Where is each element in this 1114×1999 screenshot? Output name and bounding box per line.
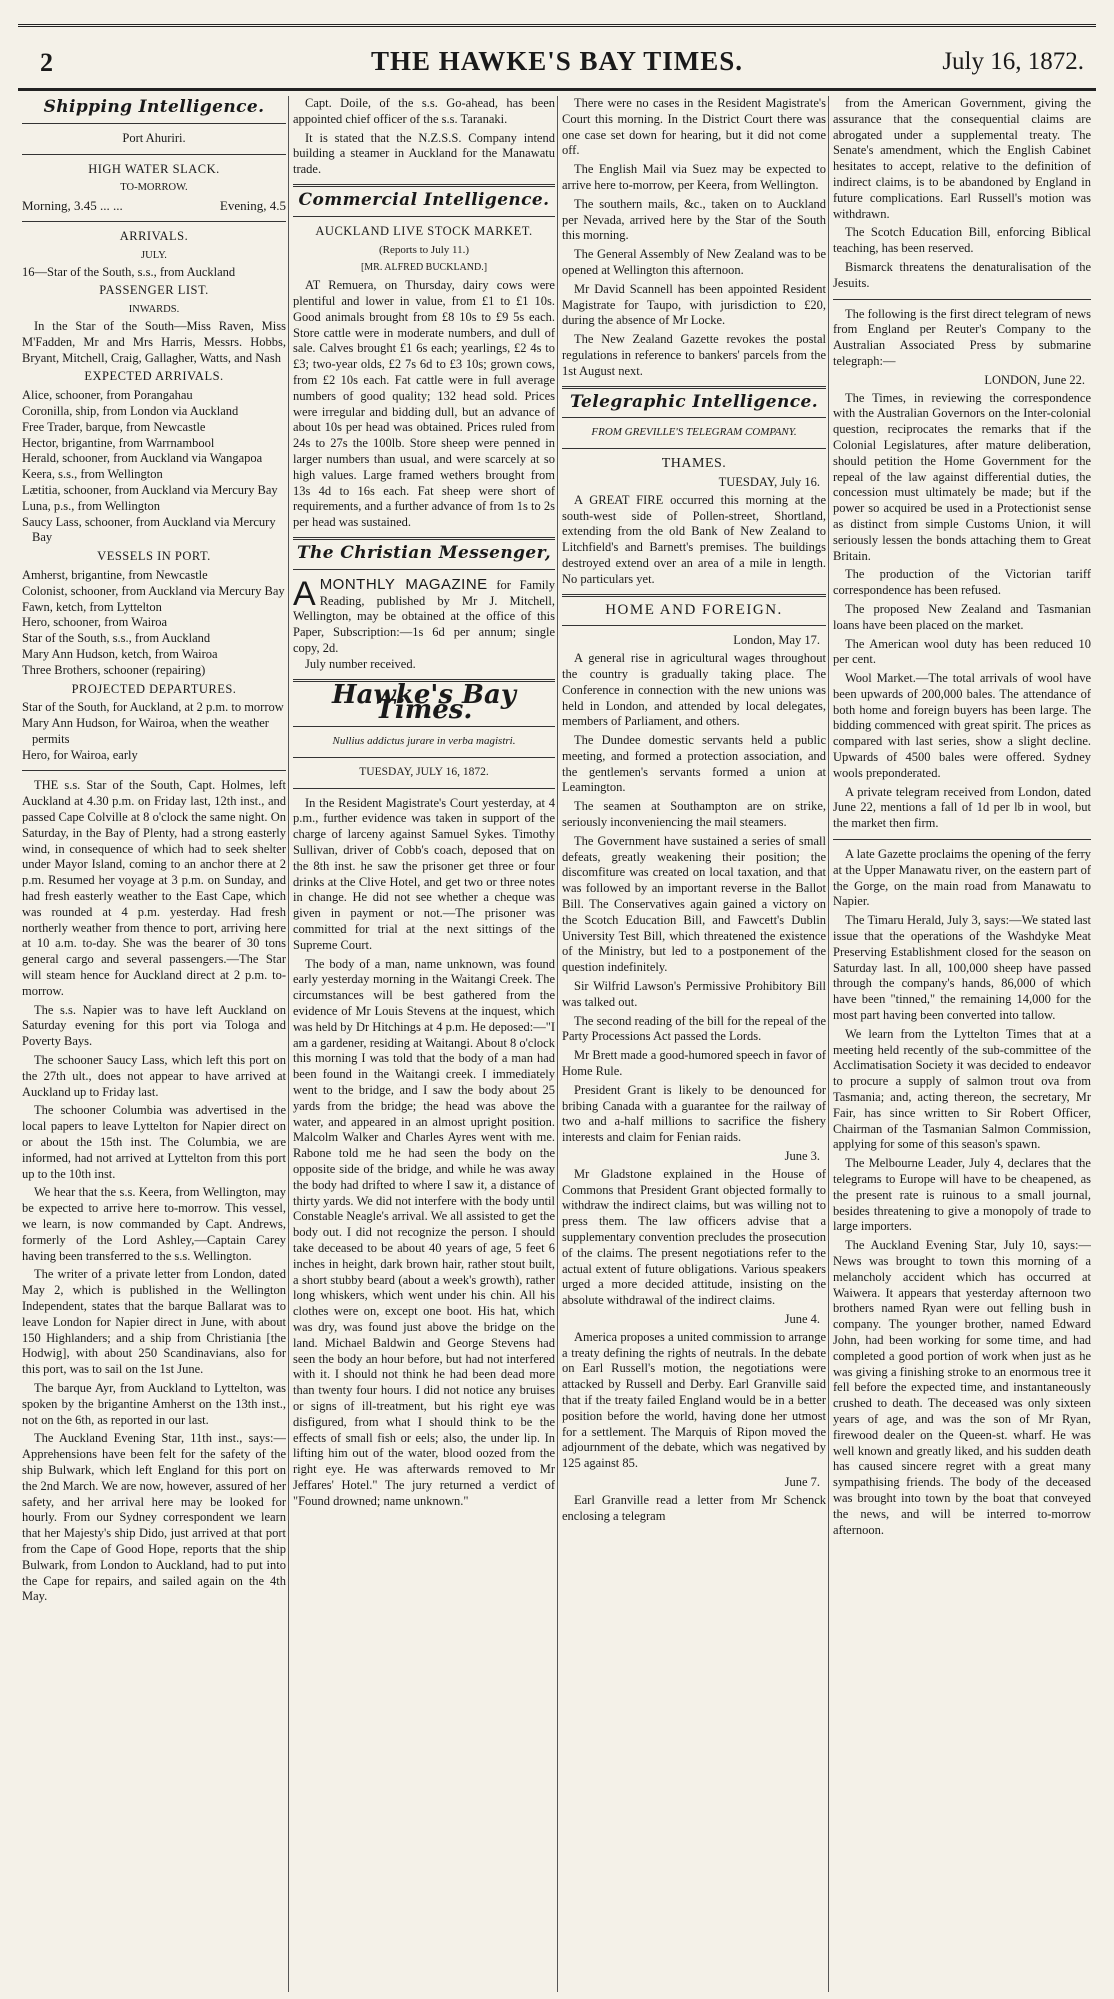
divider (22, 770, 286, 771)
paragraph: The production of the Victorian tariff correspondence has been refused. (833, 567, 1091, 598)
messenger-heading: The Christian Messenger, (296, 542, 552, 563)
list-item: Hero, for Wairoa, early (22, 747, 138, 762)
may-paragraphs (562, 651, 826, 1146)
list-item: Keera, s.s., from Wellington (22, 467, 163, 482)
paragraph: It is stated that the N.Z.S.S. Company intend building a steamer in Auckland for the Manawatu trade. (293, 130, 555, 177)
telegraphic-heading: Telegraphic Intelligence. (569, 391, 819, 412)
list-item: Star of the South, s.s., from Auckland (22, 631, 211, 646)
tide-times (22, 198, 286, 214)
inwards-label: INWARDS. (128, 304, 180, 316)
paragraph: Earl Granville read a letter from Mr Schenck enclosing a telegram (562, 1492, 826, 1523)
departures-heading: PROJECTED DEPARTURES. (71, 681, 237, 696)
tomorrow-label: TO-MORROW. (120, 182, 188, 194)
divider (562, 625, 826, 626)
paragraph: Mr David Scannell has been appointed Resident Magistrate for Taupo, with jurisdiction to £20, during the absence of Mr Locke. (562, 281, 826, 328)
london-date: London, May 17. (733, 633, 820, 648)
list-item: 16—Star of the South, s.s., from Auckland (22, 264, 236, 279)
arrivals-heading: ARRIVALS. (119, 228, 189, 243)
list-item: Saucy Lass, schooner, from Auckland via Mercury Bay (22, 514, 276, 545)
paragraph: The Auckland Evening Star, 11th inst., says:—Apprehensions have been felt for the safety of the ship Bulwark, which left England for this port on the 2nd March. We are now, however, assured of her safety, and her arrival here may be looked for hourly. From our Sydney correspondent we learn that her Majesty's ship Dido, just arrived at that port from the Cape of Good Hope, reports that the ship Bulwark, from London to Auckland, had to put into the Cape for repairs, and sailed again on the 4th May. (22, 1431, 286, 1604)
market-author: [MR. ALFRED BUCKLAND.] (360, 262, 488, 274)
vessels-list (22, 568, 286, 679)
paragraph: The schooner Columbia was advertised in the local papers to leave Lyttelton for Napier direct on or about the 15th inst. The Columbia, we are informed, had not arrived at Lyttelton from this port up to the 10th inst. (22, 1103, 286, 1181)
list-item: Mary Ann Hudson, for Wairoa, when the weather permits (22, 716, 269, 746)
issue-date: July 16, 1872. (942, 48, 1084, 75)
divider (293, 569, 555, 570)
arrivals-month: JULY. (141, 249, 167, 261)
list-item: Herald, schooner, from Auckland via Wangapoa (22, 451, 263, 466)
market-heading: AUCKLAND LIVE STOCK MARKET. (315, 223, 533, 238)
editorial-date: TUESDAY, JULY 16, 1872. (359, 765, 489, 778)
tide-evening: Evening, 4.5 (219, 198, 286, 214)
list-item: Star of the South, for Auckland, at 2 p.m. to morrow (22, 700, 284, 715)
commercial-heading: Commercial Intelligence. (298, 189, 550, 210)
divider (293, 184, 555, 187)
expected-list (22, 388, 286, 546)
list-item: Lætitia, schooner, from Auckland via Mercury Bay (22, 482, 278, 497)
messenger-advert (293, 574, 555, 673)
masthead-rule (18, 88, 1096, 91)
divider (22, 221, 286, 222)
home-foreign-heading: HOME AND FOREIGN. (605, 601, 783, 618)
paragraph: The proposed New Zealand and Tasmanian loans have been placed on the market. (833, 601, 1091, 632)
paragraph: The General Assembly of New Zealand was to be opened at Wellington this afternoon. (562, 247, 826, 277)
paragraph: The Times, in reviewing the correspondence with the Australian Governors on the Inter-colonial question, reciprocates the remarks that if the Colonial Legislatures, after mature deliberation, should petition the Home Government for the repeal of the law against differential duties, the concession must ultimately be made; but if the power so acquired be used in a Protectionist sense as distinct from simple Customs Union, it will seriously lessen the bonds attaching them to Great Britain. (833, 390, 1091, 563)
paragraph: The New Zealand Gazette revokes the postal regulations in reference to bankers' parcels from the 1st August next. (562, 332, 826, 378)
advert-note: July number received. (305, 656, 416, 671)
london-june-date: LONDON, June 22. (984, 372, 1085, 387)
paragraph: A late Gazette proclaims the opening of the ferry at the Upper Manawatu river, on the eastern part of the Gorge, on the main road from Manawatu to Napier. (833, 847, 1091, 909)
paragraph: The seamen at Southampton are on strike, seriously inconveniencing the mail steamers. (562, 799, 826, 830)
shipping-paragraphs (22, 778, 286, 1605)
divider (293, 537, 555, 540)
paragraph: The Scotch Education Bill, enforcing Biblical teaching, has been reserved. (833, 225, 1091, 256)
top-rule (18, 24, 1096, 27)
paragraph: The Dundee domestic servants held a public meeting, and formed a protection association, and the gentlemen's servants formed a union at Leamington. (562, 733, 826, 795)
column-1 (22, 96, 286, 1992)
shipping-heading: Shipping Intelligence. (43, 97, 265, 117)
june4-date: June 4. (784, 1311, 820, 1326)
paragraph: We hear that the s.s. Keera, from Wellington, may be expected to arrive here to-morrow. This vessel, we learn, is now commanded by Capt. Andrews, formerly of the Lord Ashley,—Captain Carey having been transferred to the s.s. Wellington. (22, 1185, 286, 1263)
paragraph: Wool Market.—The total arrivals of wool have been upwards of 200,000 bales. The attendance of both home and foreign buyers has been large. The bidding commenced with great spirit. The prices as compared with last series, show a slight decline. Upwards of 4500 bales were offered. Sydney wools preponderated. (833, 671, 1091, 780)
paragraph: The Auckland Evening Star, July 10, says:—News was brought to town this morning of a melancholy accident which has occurred at Waiwera. It appears that yesterday afternoon two brothers named Ryan were out felling bush in company. The younger brother, named Edward John, had been working for some time, and had completed a good portion of work when just as he was giving a finishing stroke to an enormous tree it fell before the expected time, and instantaneously crushed to death. The deceased was only sixteen years of age, and was the son of Mr Ryan, firewood dealer on the Queen-st. wharf. He was well known and greatly liked, and his sudden death has caused sincere regret with a great many sympathising friends. The body of the deceased was brought into town by the boat that conveyed the news, and will be interred to-morrow afternoon. (833, 1238, 1091, 1537)
thames-date: TUESDAY, July 16. (718, 474, 820, 489)
telegram-paragraphs (833, 391, 1091, 833)
magazine-title: MONTHLY MAGAZINE (319, 575, 488, 593)
market-report: AT Remuera, on Thursday, dairy cows were plentiful and lower in value, from £1 to £1 10s. Good animals brought from £8 10s to £9 5s each. Store cattle were in moderate numbers, and dull of sale. Calves brought £1 6s each; yearlings, £2 4s to £3; two-year olds, £2 7s 6d to £3 10s; grown cows, from £2 10s each. Fat cattle were in full average numbers of good quality; 132 head sold. Prices were irregular and bidding dull, but an advance of about 10s per head was obtained. Prices ruled from 24s to 27s the 100lb. Store sheep were penned in larger numbers than usual, and were scarcely at so high values. Large framed wethers brought from 13s 4d to 16s each. Fat sheep were short of requirements, and a further advance of from 1s to 2s per head was sustained. (293, 278, 555, 530)
list-item: Alice, schooner, from Porangahau (22, 388, 193, 403)
column-2 (293, 96, 555, 1992)
market-reports: (Reports to July 11.) (378, 243, 470, 256)
editorial-masthead: Hawke's Bay Times. (332, 679, 516, 726)
divider (22, 154, 286, 155)
expected-heading: EXPECTED ARRIVALS. (84, 369, 224, 384)
list-item: Mary Ann Hudson, ketch, from Wairoa (22, 646, 218, 661)
thames-heading: THAMES. (661, 456, 727, 472)
list-item: Luna, p.s., from Wellington (22, 498, 160, 513)
divider (22, 123, 286, 124)
editorial-paragraphs (293, 796, 555, 1510)
paragraph: The Timaru Herald, July 3, says:—We stated last issue that the operations of the Washdyke Meat Preserving Establishment closed for the season on Saturday last. In all, 100,000 sheep have passed through the company's hands, 86,000 of which have been "tinned," the remaining 14,000 for the most part having been converted into tallow. (833, 913, 1091, 1023)
paragraph: from the American Government, giving the assurance that the consequential claims are abrogated under a supplemental treaty. The Senate's amendment, which the English Cabinet hesitates to accept, relative to the definition of indirect claims, is to be abandoned by England in future complications. Earl Russell's motion was withdrawn. (833, 96, 1091, 221)
paragraph: The Government have sustained a series of small defeats, greatly weakening their position; the discomfiture was created on local taxation, and that was followed by an important reverse in the Ballot Bill. The Conservatives again gained a victory on the Scotch Education Bill, and Fawcett's Dublin University Test Bill, which threatened the existence of the Ministry, but led to a postponement of the question indefinitely. (562, 833, 826, 975)
june3-date: June 3. (784, 1149, 820, 1164)
column-3 (562, 96, 826, 1992)
list-item: Free Trader, barque, from Newcastle (22, 419, 206, 434)
paragraph: THE s.s. Star of the South, Capt. Holmes, left Auckland at 4.30 p.m. on Friday last, 12th inst., and passed Cape Colville at 8 o'clock the same night. On Saturday, in the Bay of Plenty, had a strong easterly wind, in consequence of which had to seek shelter under Mayor Island, coming to an anchor there at 2 p.m. Resumed her voyage at 3 p.m. on Sunday, and had fresh easterly weather to the East Cape, which was rounded at 4 p.m. yesterday. Had fresh northerly weather from thence to port, arriving here at 10 a.m. to-day. She was the bearer of 30 tons general cargo and several passengers.—The Star will steam hence for Auckland direct at 2 p.m. to-morrow. (22, 778, 286, 998)
paragraph: Capt. Doile, of the s.s. Go-ahead, has been appointed chief officer of the s.s. Taranaki. (293, 96, 555, 126)
telegram-company: FROM GREVILLE'S TELEGRAM COMPANY. (591, 426, 797, 439)
paragraph: The schooner Saucy Lass, which left this port on the 27th ult., does not appear to have arrived at Auckland up to Friday last. (22, 1053, 286, 1099)
list-item: Colonist, schooner, from Auckland via Mercury Bay (22, 583, 285, 598)
divider (562, 448, 826, 449)
list-item: Three Brothers, schooner (repairing) (22, 662, 206, 677)
paragraph: The barque Ayr, from Auckland to Lyttelton, was spoken by the brigantine Amherst on the 13th inst., not on the 6th, as reported in our last. (22, 1380, 286, 1427)
high-water-heading: HIGH WATER SLACK. (88, 161, 220, 176)
tide-morning: Morning, 3.45 ... ... (22, 198, 123, 214)
passenger-heading: PASSENGER LIST. (99, 283, 209, 298)
paragraph: Bismarck threatens the denaturalisation of the Jesuits. (833, 259, 1091, 290)
paragraph: The southern mails, &c., taken on to Auckland per Nevada, arrived here by the Star of the South this morning. (562, 196, 826, 243)
paragraph: The s.s. Napier was to have left Auckland on Saturday evening for this port via Tologa and Poverty Bays. (22, 1002, 286, 1049)
paragraph: There were no cases in the Resident Magistrate's Court this morning. In the District Court there was one case set down for hearing, but it did not come off. (562, 96, 826, 158)
newspaper-title: THE HAWKE'S BAY TIMES. (370, 46, 744, 76)
page-number: 2 (40, 48, 53, 77)
paragraph: Mr Gladstone explained in the House of Commons that President Grant objected formally to withdraw the indirect claims, but was willing not to press them. The law officers advise that a supplementary convention precludes the prosecution of the claims. The present negotiations refer to the actual extent of future obligations. Various speakers urged a more decided attitude, insisting on the absolute withdrawal of the indirect claims. (562, 1166, 826, 1308)
drop-cap: A (293, 574, 316, 613)
telegram-intro: The following is the first direct telegram of news from England per Reuter's Company to the Australian Associated Press by submarine telegraph:— (833, 306, 1091, 368)
paragraph: Mr Brett made a good-humored speech in favor of Home Rule. (562, 1048, 826, 1079)
paragraph: Sir Wilfrid Lawson's Permissive Prohibitory Bill was talked out. (562, 979, 826, 1009)
column-4 (833, 96, 1091, 1992)
divider (293, 788, 555, 789)
local-paragraphs (562, 96, 826, 380)
list-item: Amherst, brigantine, from Newcastle (22, 567, 208, 582)
divider (833, 839, 1091, 840)
arrivals-list (22, 265, 286, 281)
paragraph: The body of a man, name unknown, was found early yesterday morning in the Waitangi Creek. The circumstances will be best gathered from the evidence of Mr Louis Stevens at the inquest, which was held by Dr Hitchings at 4 p.m. He deposed:—"I am a gardener, residing at Waitangi. About 8 o'clock this morning I was told that the body of a man had been found in the Waitangi creek. I immediately went to the bridge, and I saw the body about 25 yards from the bridge; the head was above the water, and appeared in an almost upright position. Malcolm Walker and Charles Ayres went with me. Rabone told me he had seen the body on the opposite side of the bridge, and while he was away the body had drifted to where I saw it, a distance of thirty yards. We did not interfere with the body until Constable Neagle's arrival. We all assisted to get the body out. I did not recognize the person. I should take deceased to be about 40 years of age, 5 feet 6 inches in height, dark brown hair, rather stout built, a short stubby beard (about a week's growth), rather long whiskers, which went under his chin. All his clothes were on, except one boot. His hat, which was dry, was found just above the bridge on the land. Michael Baldwin and George Stevens had seen the body an hour before, but had not interfered with it. I should not think he had been dead more than twenty four hours. I did not notice any bruises or signs of ill-treatment, but his right eye was disfigured, from what I should think to be the effects of small fish or eels; also, the under lip. In lifting him out of the water, blood oozed from the right eye. He was afterwards removed to Mr Jeffares' Hotel." The jury returned a verdict of "Found drowned; name unknown." (293, 956, 555, 1508)
vessels-heading: VESSELS IN PORT. (97, 549, 211, 564)
paragraph: A GREAT FIRE occurred this morning at the south-west side of Pollen-street, Shortland, extending from the old Bank of New Zealand to Litchfield's and Barnett's premises. The buildings destroyed extend over an area of a mile in length. No particulars yet. (562, 492, 826, 586)
june7-date: June 7. (784, 1474, 820, 1489)
paragraph: The American wool duty has been reduced 10 per cent. (833, 636, 1091, 667)
news-paragraphs (833, 847, 1091, 1538)
paragraph: America proposes a united commission to arrange a treaty defining the rights of neutrals. In the debate on Earl Russell's motion, the negotiations were attacked by Russell and Derby. Earl Granville said that if the treaty failed England would be in a better position before the world, having done her utmost for a settlement. The Marquis of Ripon moved the adjournment of the debate, which was negatived by 125 against 85. (562, 1329, 826, 1471)
divider (562, 417, 826, 418)
divider (293, 757, 555, 758)
column-divider (288, 96, 289, 1992)
list-item: Hero, schooner, from Wairoa (22, 615, 168, 630)
paragraph: The writer of a private letter from London, dated May 2, which is published in the Wellington Independent, states that the barque Ballarat was to leave London for Napier direct in June, with about 150 Highlanders; and a ship from Christiania [the Hodwig], with about 250 Scandinavians, also for this port, was to sail on the 1st June. (22, 1267, 286, 1377)
paragraph: The second reading of the bill for the repeal of the Party Processions Act passed the Lords. (562, 1013, 826, 1044)
advert-text: for Family Reading, published by Mr J. Mitchell, Wellington, may be obtained at the office of this Paper, Subscription:—1s 6d per annum; single copy, 2d. (293, 577, 555, 655)
divider (833, 299, 1091, 300)
column-divider (828, 96, 829, 1992)
paragraph: In the Resident Magistrate's Court yesterday, at 4 p.m., further evidence was taken in support of the charge of larceny against Samuel Sykes. Timothy Sullivan, driver of Cobb's coach, deposed that on the 8th inst. he saw the prisoner get three or four drinks at the Clive Hotel, and get two or three notes in change. He did not see whether a cheque was given in payment or not.—The prisoner was committed for trial at the next sittings of the Supreme Court. (293, 795, 555, 952)
list-item: Coronilla, ship, from London via Auckland (22, 403, 239, 418)
paragraph: A private telegram received from London, dated June 22, mentions a fall of 1d per lb in wool, but the market then firm. (833, 784, 1091, 831)
divider (562, 594, 826, 597)
paragraph: A general rise in agricultural wages throughout the country is gradually taking place. The Conference in connection with the new unions was held in London, and attended by local delegates, members of Parliament, and others. (562, 651, 826, 729)
paragraph: The Melbourne Leader, July 4, declares that the telegrams to Europe will have to be cheapened, as the present rate is ruinous to a small journal, besides threatening to give a monopoly of trade to large importers. (833, 1156, 1091, 1234)
list-item: Fawn, ketch, from Lyttelton (22, 599, 162, 614)
list-item: Hector, brigantine, from Warrnambool (22, 435, 215, 450)
column-divider (557, 96, 558, 1992)
masthead (18, 40, 1096, 80)
divider (293, 216, 555, 217)
departures-list (22, 700, 286, 763)
paragraph: We learn from the Lyttelton Times that at a meeting held recently of the sub-committee of the Acclimatisation Society it was decided to endeavor to procure a supply of salmon trout ova from Tasmania; and, acting thereon, the secretary, Mr Fair, has since written to Sir Robert Officer, Chairman of the Tasmanian Salmon Commission, applying for some of this season's spawn. (833, 1026, 1091, 1152)
passenger-list: In the Star of the South—Miss Raven, Miss M'Fadden, Mr and Mrs Harris, Messrs. Hobbs, Bryant, Mitchell, Craig, Gallagher, Watts, and Nash (22, 318, 286, 365)
divider (562, 386, 826, 389)
divider (293, 726, 555, 727)
paragraph: President Grant is likely to be denounced for bribing Canada with a guarantee for the railway of two and a-half millions to sacrifice the fishery interests and claim for Fenian raids. (562, 1082, 826, 1145)
paragraph: The English Mail via Suez may be expected to arrive here to-morrow, per Keera, from Wellington. (562, 162, 826, 192)
motto: Nullius addictus jurare in verba magistri. (332, 735, 516, 748)
port-name: Port Ahuriri. (122, 130, 186, 145)
foreign-paragraphs (833, 96, 1091, 292)
